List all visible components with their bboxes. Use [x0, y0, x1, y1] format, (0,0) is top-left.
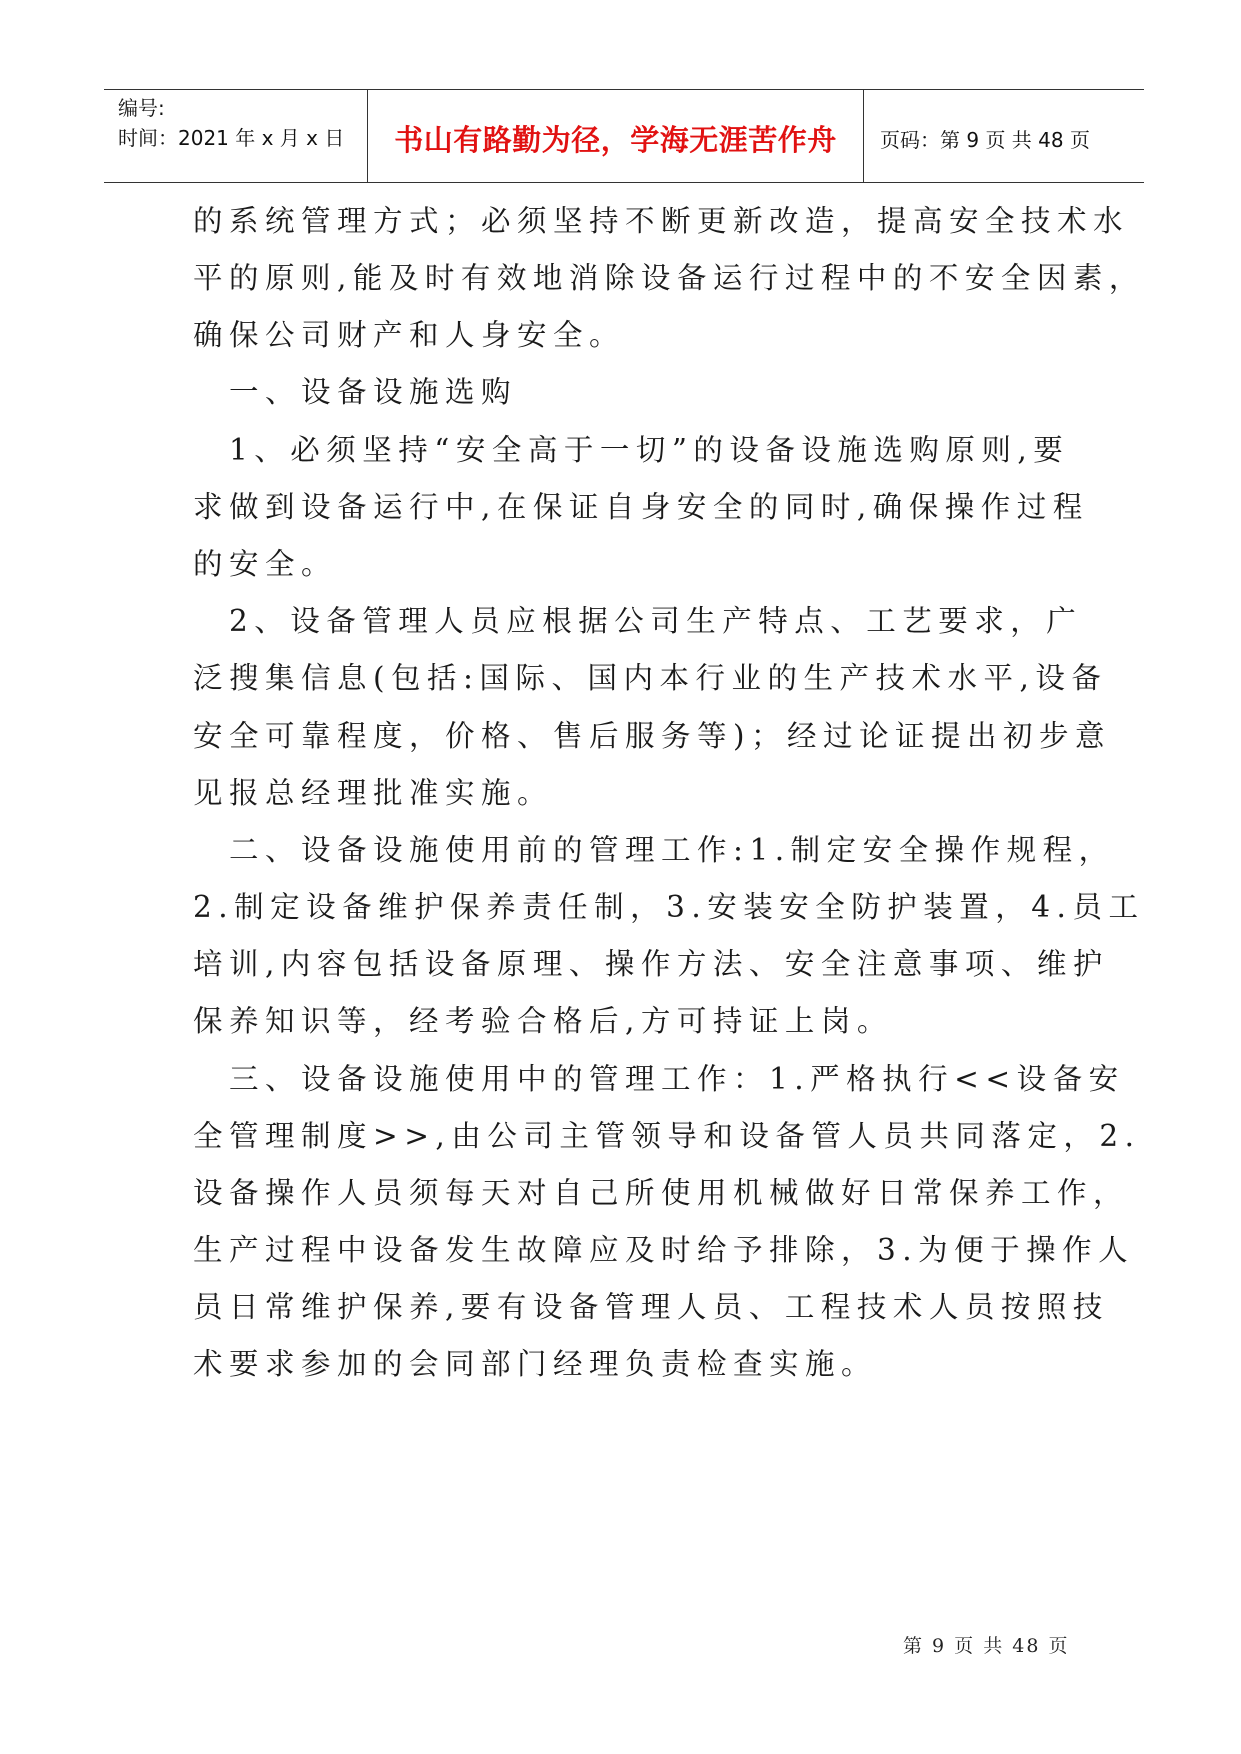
section-heading: 一、设备设施选购 — [193, 375, 518, 409]
body-line: 二、设备设施使用前的管理工作:1.制定安全操作规程， — [193, 833, 1115, 867]
body-line: 见报总经理批准实施。 — [193, 776, 554, 810]
body-line: 安全可靠程度，价格、售后服务等)；经过论证提出初步意 — [193, 719, 1112, 753]
body-line: 求做到设备运行中,在保证自身安全的同时,确保操作过程 — [193, 490, 1089, 524]
header-page-cell — [864, 90, 1144, 182]
body-line: 保养知识等，经考验合格后,方可持证上岗。 — [193, 1004, 893, 1038]
body-line: 确保公司财产和人身安全。 — [193, 318, 626, 352]
body-line: 员日常维护保养,要有设备管理人员、工程技术人员按照技 — [193, 1290, 1109, 1324]
page-footer: 第 9 页 共 48 页 — [903, 1635, 1070, 1657]
body-line: 2.制定设备维护保养责任制，3.安装安全防护装置，4.员工 — [193, 890, 1145, 924]
body-line: 1、必须坚持“安全高于一切”的设备设施选购原则,要 — [193, 433, 1070, 467]
header-page-number: 页码：第 9 页 共 48 页 — [880, 128, 1090, 152]
header-motto: 书山有路勤为径，学海无涯苦作舟 — [394, 123, 837, 157]
body-line: 三、设备设施使用中的管理工作：1.严格执行<<设备安 — [193, 1062, 1125, 1096]
header-motto-cell — [368, 90, 864, 182]
body-line: 术要求参加的会同部门经理负责检查实施。 — [193, 1347, 878, 1381]
body-line: 全管理制度>>,由公司主管领导和设备管人员共同落定，2. — [193, 1119, 1141, 1153]
body-line: 的系统管理方式；必须坚持不断更新改造，提高安全技术水 — [193, 204, 1130, 238]
body-line: 平的原则,能及时有效地消除设备运行过程中的不安全因素， — [193, 261, 1145, 295]
body-line: 培训,内容包括设备原理、操作方法、安全注意事项、维护 — [193, 947, 1109, 981]
document-time: 时间：2021 年 x 月 x 日 — [118, 126, 345, 150]
body-line: 生产过程中设备发生故障应及时给予排除，3.为便于操作人 — [193, 1233, 1135, 1267]
page-header — [104, 89, 1144, 183]
header-meta-cell — [104, 90, 368, 182]
body-line: 泛搜集信息(包括:国际、国内本行业的生产技术水平,设备 — [193, 661, 1108, 695]
document-number: 编号: — [118, 96, 165, 120]
body-line: 设备操作人员须每天对自己所使用机械做好日常保养工作， — [193, 1176, 1130, 1210]
body-line: 的安全。 — [193, 547, 338, 581]
body-line: 2、设备管理人员应根据公司生产特点、工艺要求，广 — [193, 604, 1083, 638]
